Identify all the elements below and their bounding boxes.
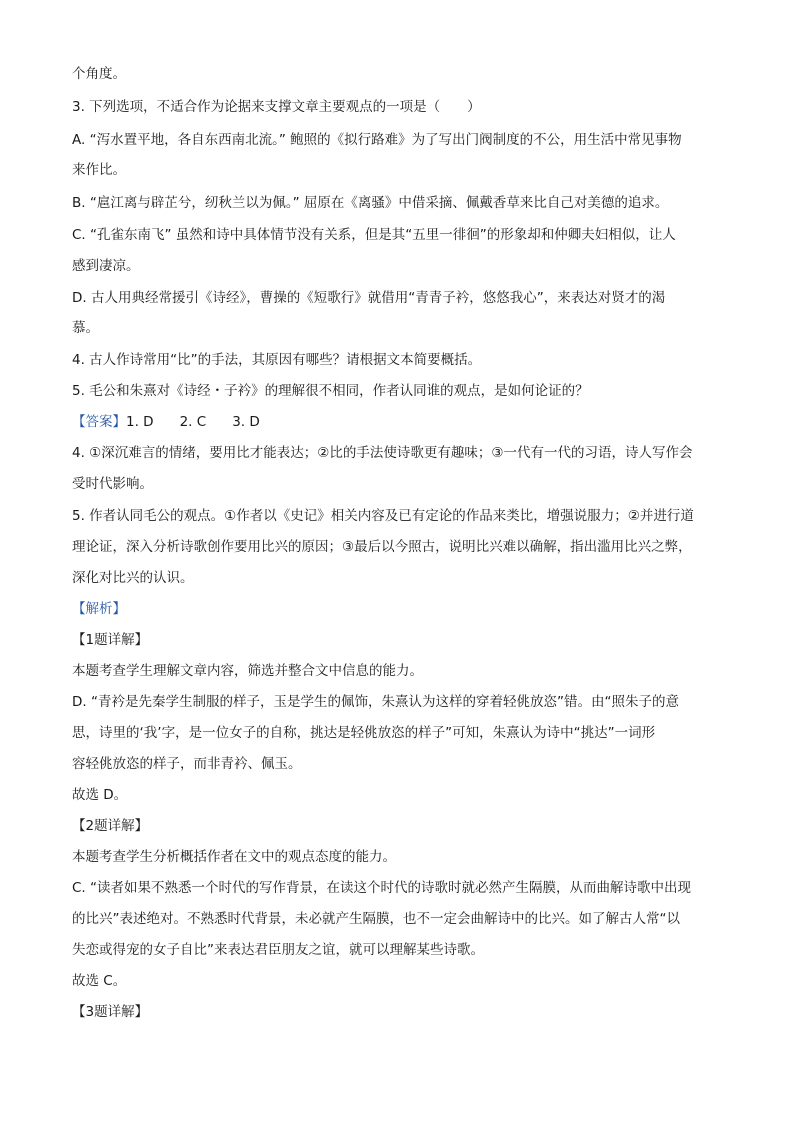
text-line: 本题考查学生理解文章内容，筛选并整合文中信息的能力。 — [72, 663, 423, 679]
text-line: 故选 D。 — [72, 787, 128, 803]
question-5: 5. 毛公和朱熹对《诗经・子衿》的理解很不相同，作者认同谁的观点，是如何论证的？ — [72, 383, 589, 399]
text-line: 理论证，深入分析诗歌创作要用比兴的原因；③最后以今照古，说明比兴难以确解，指出滥用比兴之弊， — [72, 539, 692, 555]
answer-4: 4. ①深沉难言的情绪，要用比才能表达；②比的手法使诗歌更有趣味；③一代有一代的习语，诗人写作会 — [72, 445, 693, 461]
text-line: 失恋或得宠的女子自比”来表达君臣朋友之谊，就可以理解某些诗歌。 — [72, 942, 484, 958]
answer-item: 1. D — [126, 414, 154, 430]
text-line: 的比兴”表述绝对。不熟悉时代背景，未必就产生隔膜，也不一定会曲解诗中的比兴。如了解古人常“以 — [72, 911, 680, 927]
section-heading-3: 【3题详解】 — [72, 1004, 149, 1020]
answer-item: 3. D — [232, 414, 260, 430]
answer-5: 5. 作者认同毛公的观点。①作者以《史记》相关内容及已有定论的作品来类比，增强说服力；②并进行道 — [72, 508, 694, 524]
option-a: A. “泻水置平地，各自东西南北流。” 鲍照的《拟行路难》为了写出门阀制度的不公，用生活中常见事物 — [72, 132, 682, 148]
text-line: 容轻佻放恣的样子，而非青衿、佩玉。 — [72, 756, 302, 772]
section-heading-2: 【2题详解】 — [72, 818, 149, 834]
text-line: D. “青衿是先秦学生制服的样子，玉是学生的佩饰，朱熹认为这样的穿着轻佻放恣”错。由“照朱子的意 — [72, 694, 679, 710]
option-b: B. “扈江离与辟芷兮，纫秋兰以为佩。” 屈原在《离骚》中借采摘、佩戴香草来比自己对美德的追求。 — [72, 195, 669, 211]
answer-label: 【答案】 — [72, 414, 126, 430]
text-line: 个角度。 — [72, 66, 126, 82]
section-heading-1: 【1题详解】 — [72, 632, 149, 648]
text-line: 感到凄凉。 — [72, 258, 140, 274]
text-line: 受时代影响。 — [72, 476, 153, 492]
option-c: C. “孔雀东南飞” 虽然和诗中具体情节没有关系，但是其“五里一徘徊”的形象却和仲卿夫妇相似，让人 — [72, 227, 676, 243]
text-line: 本题考查学生分析概括作者在文中的观点态度的能力。 — [72, 849, 396, 865]
question-4: 4. 古人作诗常用“比”的手法，其原因有哪些？请根据文本简要概括。 — [72, 352, 482, 368]
text-line: 故选 C。 — [72, 973, 127, 989]
text-line: 深化对比兴的认识。 — [72, 570, 194, 586]
text-line: 来作比。 — [72, 162, 126, 178]
text-line: 慕。 — [72, 320, 99, 336]
answer-item: 2. C — [179, 414, 207, 430]
answer-line — [72, 412, 260, 432]
analysis-heading: 【解析】 — [72, 601, 126, 617]
option-d: D. 古人用典经常援引《诗经》，曹操的《短歌行》就借用“青青子衿，悠悠我心”，来表达对贤才的渴 — [72, 290, 666, 306]
text-line: C. “读者如果不熟悉一个时代的写作背景，在读这个时代的诗歌时就必然产生隔膜，从而曲解诗歌中出现 — [72, 880, 692, 896]
text-line: 思，诗里的‘我’字，是一位女子的自称，挑达是轻佻放恣的样子”可知，朱熹认为诗中“挑达”一词形 — [72, 725, 656, 741]
question-3: 3. 下列选项，不适合作为论据来支撑文章主要观点的一项是（ ） — [72, 99, 481, 115]
